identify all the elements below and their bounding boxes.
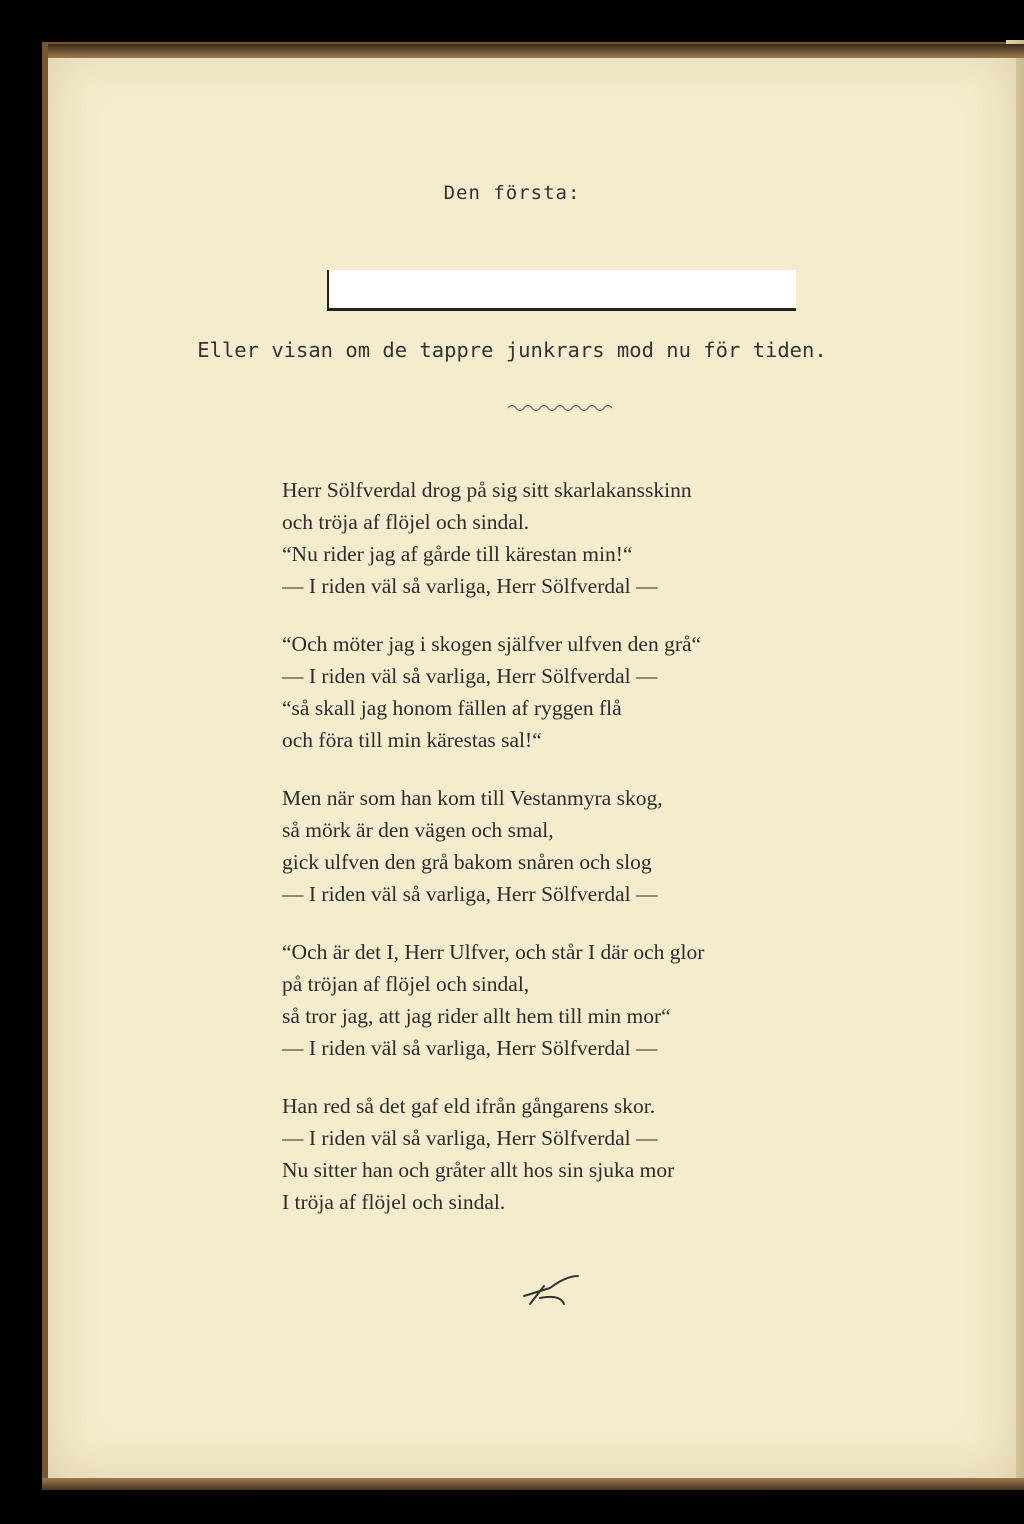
poem-line: så mörk är den vägen och smal, <box>282 818 554 842</box>
poem-line: och tröja af flöjel och sindal. <box>282 510 530 534</box>
poem-line: I tröja af flöjel och sindal. <box>282 1190 506 1214</box>
poem-line: — I riden väl så varliga, Herr Sölfverdal — <box>282 574 658 598</box>
section-heading: Den första: <box>443 182 581 204</box>
poem-line: — I riden väl så varliga, Herr Sölfverdal — <box>282 1126 658 1150</box>
stanza <box>282 474 862 602</box>
stanza <box>282 628 862 756</box>
poem-line: och föra till min kärestas sal!“ <box>282 728 542 752</box>
poem-line: gick ulfven den grå bakom snåren och slog <box>282 850 652 874</box>
poem-line: Herr Sölfverdal drog på sig sitt skarlakansskinn <box>282 478 692 502</box>
stanza <box>282 782 862 910</box>
poem-line: Nu sitter han och gråter allt hos sin sjuka mor <box>282 1158 675 1182</box>
top-binding-edge <box>48 44 1024 58</box>
wavy-divider-icon <box>506 400 616 419</box>
poem-line: så tror jag, att jag rider allt hem till min mor“ <box>282 1004 671 1028</box>
redacted-title-block <box>327 270 796 311</box>
stanza <box>282 1090 862 1218</box>
poem-line: “Och möter jag i skogen själfver ulfven den grå“ <box>282 632 702 656</box>
poem-line: Men när som han kom till Vestanmyra skog, <box>282 786 663 810</box>
stanza <box>282 936 862 1064</box>
poem-line: — I riden väl så varliga, Herr Sölfverdal — <box>282 664 658 688</box>
poem-body <box>282 474 862 1244</box>
poem-line: Han red så det gaf eld ifrån gångarens skor. <box>282 1094 656 1118</box>
poem-line: på tröjan af flöjel och sindal, <box>282 972 530 996</box>
poem-line: — I riden väl så varliga, Herr Sölfverdal — <box>282 882 658 906</box>
signature-flourish-icon <box>520 1268 584 1312</box>
poem-line: “Och är det I, Herr Ulfver, och står I där och glor <box>282 940 705 964</box>
poem-line: “Nu rider jag af gårde till kärestan min!“ <box>282 542 633 566</box>
bottom-binding-edge <box>42 1478 1024 1490</box>
poem-line: — I riden väl så varliga, Herr Sölfverdal — <box>282 1036 658 1060</box>
poem-line: “så skall jag honom fällen af ryggen flå <box>282 696 622 720</box>
poem-subtitle: Eller visan om de tappre junkrars mod nu för tiden. <box>197 338 827 362</box>
